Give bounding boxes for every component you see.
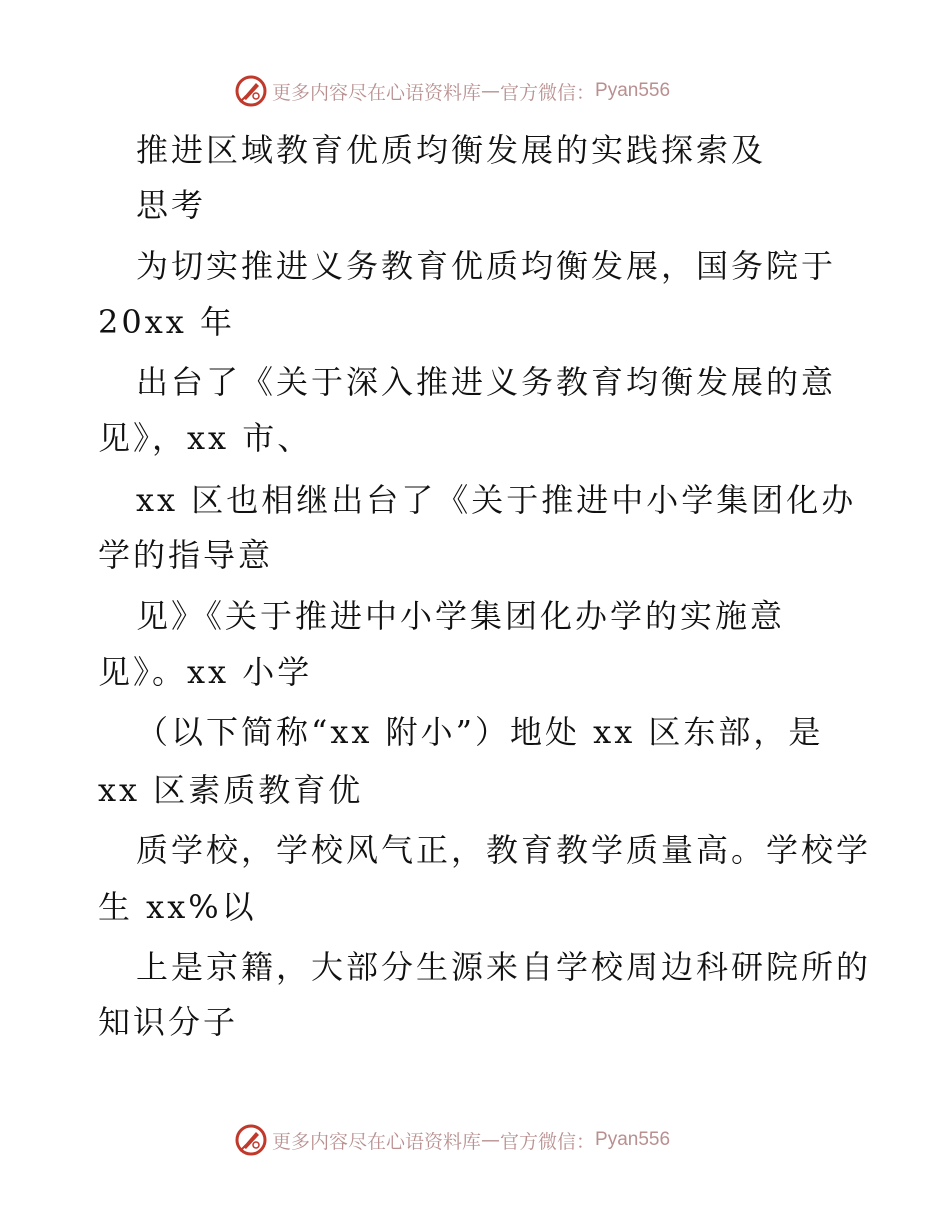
paragraph-line: 生 xx%以 bbox=[98, 888, 257, 926]
paragraph-line: 质学校，学校风气正，教育教学质量高。学校学 bbox=[136, 831, 872, 869]
banner-slogan: 更多内容尽在心语资料库 bbox=[272, 1130, 482, 1153]
paragraph-line: xx 区也相继出台了《关于推进中小学集团化办 bbox=[136, 481, 857, 519]
banner-wechat-label: 官方微信： bbox=[500, 81, 596, 104]
paragraph-line: xx 区素质教育优 bbox=[98, 771, 364, 809]
paragraph-line: 出台了《关于深入推进义务教育均衡发展的意 bbox=[136, 363, 837, 401]
banner-separator: — bbox=[481, 1129, 501, 1151]
paragraph-line: 见》。xx 小学 bbox=[98, 653, 313, 691]
paragraph-line: 上是京籍，大部分生源来自学校周边科研院所的 bbox=[136, 948, 872, 986]
paragraph-line: 为切实推进义务教育优质均衡发展，国务院于 bbox=[136, 247, 837, 285]
document-title-line-2: 思考 bbox=[136, 186, 207, 224]
paragraph-line: 见》《关于推进中小学集团化办学的实施意 bbox=[136, 597, 786, 635]
paragraph-line: 20xx 年 bbox=[98, 303, 235, 341]
document-title-line-1: 推进区域教育优质均衡发展的实践探索及 bbox=[136, 131, 767, 169]
header-watermark-banner bbox=[234, 73, 670, 109]
banner-separator: — bbox=[481, 80, 501, 102]
quill-logo-icon bbox=[234, 74, 268, 108]
paragraph-line: 知识分子 bbox=[98, 1003, 239, 1041]
footer-watermark-banner bbox=[234, 1122, 670, 1158]
banner-wechat-id: Pyan556 bbox=[595, 1129, 671, 1150]
banner-wechat-label: 官方微信： bbox=[500, 1130, 596, 1153]
banner-wechat-id: Pyan556 bbox=[595, 80, 671, 101]
paragraph-line: 见》，xx 市、 bbox=[98, 419, 313, 457]
paragraph-line: （以下简称“xx 附小”）地处 xx 区东部，是 bbox=[136, 713, 824, 751]
quill-logo-icon bbox=[234, 1123, 268, 1157]
paragraph-line: 学的指导意 bbox=[98, 536, 274, 574]
banner-slogan: 更多内容尽在心语资料库 bbox=[272, 81, 482, 104]
